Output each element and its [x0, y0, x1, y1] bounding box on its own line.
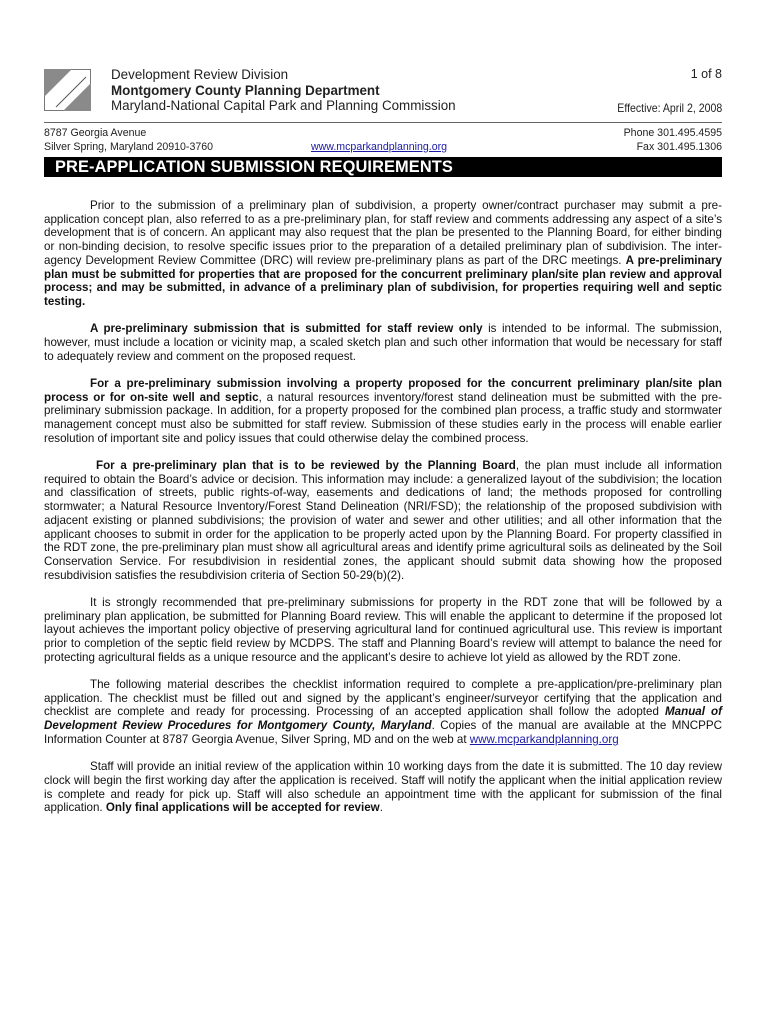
contact-block	[624, 127, 722, 154]
p6-text-2: . Copies of the manual are available at the MNCPPC Information Counter at 8787 Georgia Avenue, Silver Spring, MD and on the web at	[44, 719, 722, 746]
paragraph-6	[44, 678, 722, 747]
p5-text: It is strongly recommended that pre-preliminary submissions for property in the RDT zone that will be followed by a preliminary plan application, be submitted for Planning Board review. This will enable the applicant to determine if the proposed lot layout achieves the important policy objective of preserving agricultural land for continued agricultural use. This review is important prior to completion of the septic field review by MCDPS. The staff and Planning Board’s review will attempt to balance the need for protecting agricultural fields as a unique resource and the applicant’s desire to achieve lot yield as allowed by the RDT zone.	[44, 595, 722, 664]
p2-text: is intended to be informal. The submission, however, must include a location or vicinity map, a scaled sketch plan and such other information that would be necessary for staff to adequately review and comment on the proposed request.	[44, 322, 723, 363]
p7-end: .	[379, 801, 383, 815]
p1-bold: A pre-preliminary plan must be submitted for properties that are proposed for the concurrent preliminary plan/site plan review and approval process; and may be submitted, in advance of a preliminary plan of subdivision, for properties requiring well and septic testing.	[44, 253, 723, 308]
p4-bold: For a pre-preliminary plan that is to be reviewed by the Planning Board	[96, 459, 516, 473]
address-street: 8787 Georgia Avenue	[44, 127, 147, 139]
fax-number: Fax 301.495.1306	[636, 140, 722, 153]
department-name: Montgomery County Planning Department	[111, 82, 380, 98]
paragraph-1	[44, 199, 722, 309]
address-block	[44, 127, 213, 154]
page-number: 1 of 8	[690, 67, 722, 81]
paragraph-7	[44, 760, 722, 815]
website-link[interactable]: www.mcparkandplanning.org	[311, 140, 448, 153]
paragraph-5	[44, 596, 722, 665]
phone-number: Phone 301.495.4595	[623, 127, 722, 139]
p6-text: The following material describes the checklist information required to complete a pre-application/pre-preliminary plan application. The checklist must be filled out and signed by the applicant’s engineer/surveyor certifying that the application and checklist are complete and ready for processing. Processing of an accepted application shall follow the adopted	[44, 678, 722, 719]
p7-text: Staff will provide an initial review of the application within 10 working days from the date it is submitted. The 10 day review clock will begin the first working day after the application is received. Staff will notify the applicant when the initial application review is complete and ready for pick up. Staff will also schedule an appointment time with the applicant for submission of the final application.	[44, 760, 722, 815]
p2-bold: A pre-preliminary submission that is submitted for staff review only	[90, 322, 483, 336]
header-divider	[44, 122, 722, 123]
manual-title: Manual of Development Review Procedures for Montgomery County, Maryland	[44, 705, 723, 733]
p3-text: , a natural resources inventory/forest stand delineation must be submitted with the pre-preliminary submission package. In addition, for a property proposed for the combined plan process, a traffic study and stormwater management concept must also be submitted for staff review. Submission of these studies early in the process will enable earlier resolution of important site and policy issues that could otherwise delay the combined process.	[44, 390, 722, 445]
p1-text: Prior to the submission of a preliminary plan of subdivision, a property owner/contract purchaser may submit a pre-application concept plan, also referred to as a pre-preliminary plan, for staff review and comments addressing any aspect of a site’s development that is of concern. An applicant may also request that the plan be presented to the Planning Board, for either binding or non-binding decision, to resolve specific issues prior to the preparation of a detailed preliminary plan of subdivision. The inter-agency Development Review Committee (DRC) will review pre-preliminary plans as part of the DRC meetings.	[44, 199, 722, 267]
commission-name: Maryland-National Capital Park and Planning Commission	[111, 98, 456, 113]
paragraph-2	[44, 322, 722, 363]
mncppc-logo-icon	[44, 69, 91, 111]
p3-bold: For a pre-preliminary submission involving a property proposed for the concurrent preliminary plan/site plan process or for on-site well and septic	[44, 376, 722, 404]
paragraph-3	[44, 377, 722, 446]
p4-text: , the plan must include all information required to obtain the Board’s advice or decision. This information may include: a generalized layout of the subdivision; the location and classification of streets, public rights-of-way, easements and dedications of land; the methods proposed for controlling stormwater; a Natural Resource Inventory/Forest Stand Delineation (NRI/FSD); the relationship of the proposed subdivision with adjacent existing or planned subdivisions; the provision of water and sewer and other utilities; and all other information that the applicant chooses to submit in order for the application to be properly acted upon by the Planning Board. For property classified in the RDT zone, the pre-preliminary plan must show all agricultural areas and identify prime agricultural soils as delineated by the Soil Conservation Service. For resubdivision in residential zones, the applicant should submit data showing how the proposed resubdivision satisfies the resubdivision criteria of Section 50-29(b)(2).	[44, 459, 722, 582]
organization-block	[111, 67, 456, 114]
p7-bold: Only final applications will be accepted for review	[105, 801, 380, 815]
document-body	[44, 199, 722, 829]
division-name: Development Review Division	[111, 67, 289, 82]
paragraph-4	[44, 459, 722, 582]
address-city: Silver Spring, Maryland 20910-3760	[44, 140, 214, 153]
manual-website-link[interactable]: www.mcparkandplanning.org	[469, 732, 619, 746]
effective-date: Effective: April 2, 2008	[617, 101, 722, 115]
page-title: PRE-APPLICATION SUBMISSION REQUIREMENTS	[44, 157, 722, 177]
